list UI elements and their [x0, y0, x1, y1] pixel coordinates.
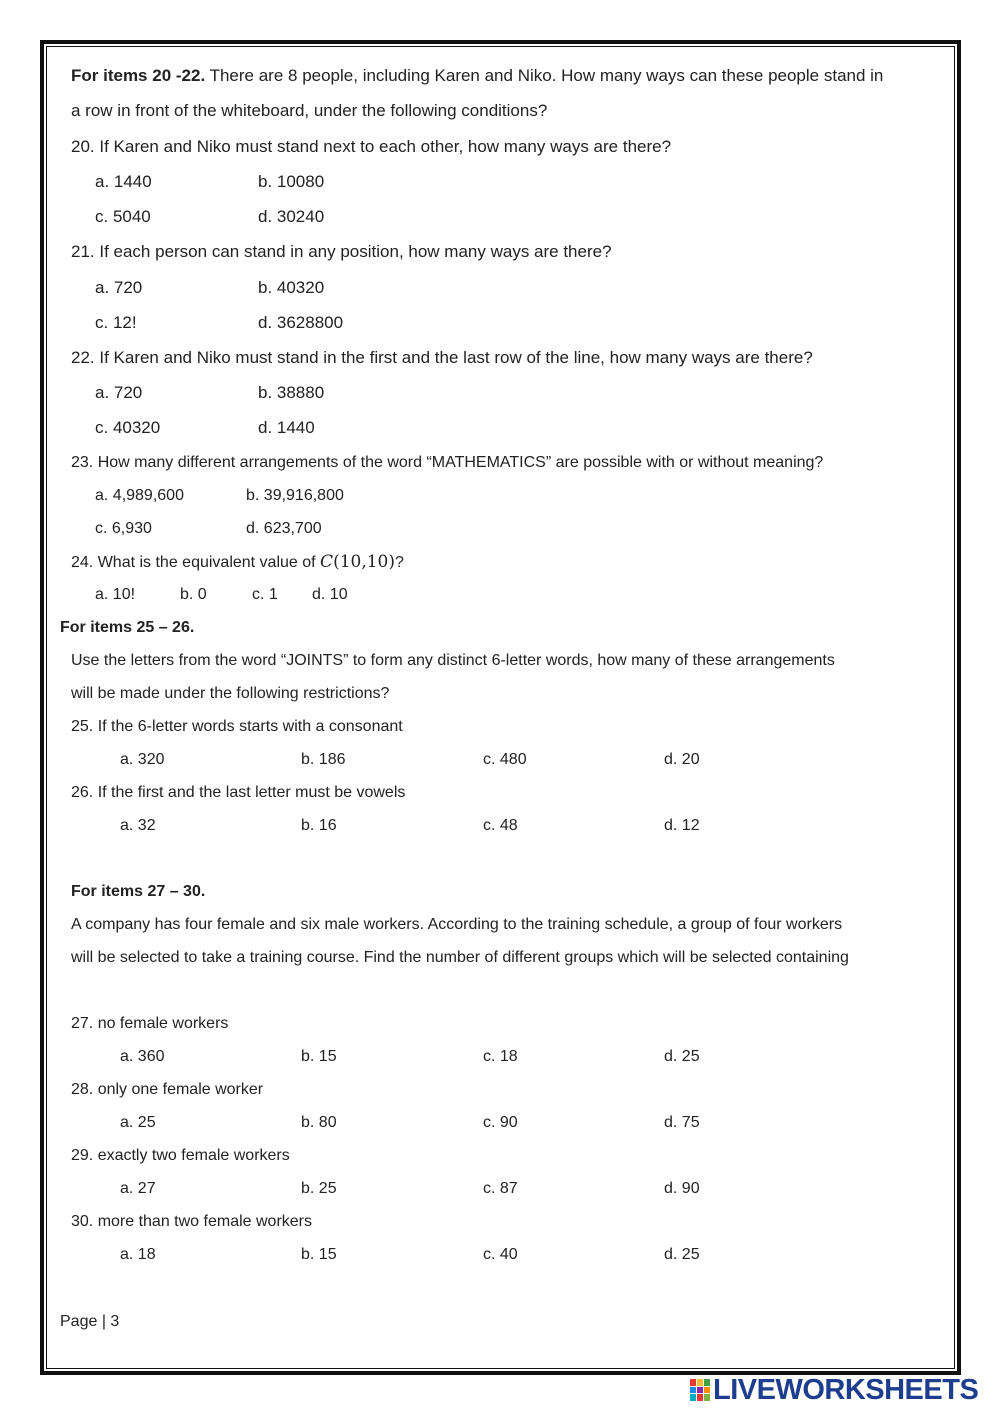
logo-mark-icon	[690, 1379, 710, 1401]
intro-27-30-label: For items 27 – 30.	[71, 883, 206, 900]
q24-option-a[interactable]: a. 10!	[95, 586, 136, 603]
question-27: 27. no female workers	[71, 1015, 229, 1032]
q25-option-c[interactable]: c. 480	[483, 751, 527, 768]
q21-option-c[interactable]: c. 12!	[95, 313, 137, 332]
q28-option-c[interactable]: c. 90	[483, 1114, 518, 1131]
intro-27-30-line2: will be selected to take a training course. Find the number of different groups which will be selected containing	[71, 949, 849, 966]
q28-option-d[interactable]: d. 75	[664, 1114, 700, 1131]
q24-expr-args: (10,10)	[333, 552, 395, 572]
q24-option-c[interactable]: c. 1	[252, 586, 278, 603]
intro-25-26-line1: Use the letters from the word “JOINTS” to form any distinct 6-letter words, how many of these arrangements	[71, 652, 835, 669]
q20-option-a[interactable]: a. 1440	[95, 172, 152, 191]
page-number: Page | 3	[60, 1313, 120, 1330]
intro-20-22-text: There are 8 people, including Karen and Niko. How many ways can these people stand in	[209, 66, 884, 85]
q22-option-a[interactable]: a. 720	[95, 383, 143, 402]
intro-20-22-label: For items 20 -22.	[71, 66, 206, 85]
q20-option-c[interactable]: c. 5040	[95, 207, 151, 226]
logo-text: LIVEWORKSHEETS	[713, 1373, 979, 1406]
q23-option-d[interactable]: d. 623,700	[246, 520, 322, 537]
question-30: 30. more than two female workers	[71, 1213, 312, 1230]
q24-expr-fn: C	[320, 552, 334, 572]
q29-option-a[interactable]: a. 27	[120, 1180, 156, 1197]
q20-option-b[interactable]: b. 10080	[258, 172, 325, 191]
q20-option-d[interactable]: d. 30240	[258, 207, 325, 226]
q28-option-b[interactable]: b. 80	[301, 1114, 337, 1131]
intro-27-30-line1: A company has four female and six male workers. According to the training schedule, a group of four workers	[71, 916, 843, 933]
q30-option-c[interactable]: c. 40	[483, 1246, 518, 1263]
q21-option-b[interactable]: b. 40320	[258, 278, 325, 297]
q22-option-b[interactable]: b. 38880	[258, 383, 325, 402]
q29-option-b[interactable]: b. 25	[301, 1180, 337, 1197]
liveworksheets-logo[interactable]	[690, 1375, 978, 1405]
q25-option-a[interactable]: a. 320	[120, 751, 165, 768]
intro-25-26-line2: will be made under the following restrictions?	[71, 685, 390, 702]
q23-option-b[interactable]: b. 39,916,800	[246, 487, 344, 504]
q24-option-b[interactable]: b. 0	[180, 586, 207, 603]
q25-option-b[interactable]: b. 186	[301, 751, 346, 768]
intro-25-26-label: For items 25 – 26.	[60, 619, 195, 636]
q21-option-d[interactable]: d. 3628800	[258, 313, 344, 332]
q24-option-d[interactable]: d. 10	[312, 586, 348, 603]
q28-option-a[interactable]: a. 25	[120, 1114, 156, 1131]
q27-option-b[interactable]: b. 15	[301, 1048, 337, 1065]
question-22: 22. If Karen and Niko must stand in the first and the last row of the line, how many ways are there?	[71, 348, 813, 367]
q26-option-d[interactable]: d. 12	[664, 817, 700, 834]
q24-suffix: ?	[395, 554, 404, 571]
q29-option-c[interactable]: c. 87	[483, 1180, 518, 1197]
q26-option-c[interactable]: c. 48	[483, 817, 518, 834]
q25-option-d[interactable]: d. 20	[664, 751, 700, 768]
question-26: 26. If the first and the last letter must be vowels	[71, 784, 406, 801]
q26-option-a[interactable]: a. 32	[120, 817, 156, 834]
intro-20-22-line1	[71, 66, 883, 86]
question-20: 20. If Karen and Niko must stand next to each other, how many ways are there?	[71, 137, 672, 156]
q27-option-a[interactable]: a. 360	[120, 1048, 165, 1065]
q30-option-b[interactable]: b. 15	[301, 1246, 337, 1263]
q24-expression	[320, 552, 395, 572]
q21-option-a[interactable]: a. 720	[95, 278, 143, 297]
q30-option-a[interactable]: a. 18	[120, 1246, 156, 1263]
question-29: 29. exactly two female workers	[71, 1147, 290, 1164]
q22-option-c[interactable]: c. 40320	[95, 418, 161, 437]
question-21: 21. If each person can stand in any position, how many ways are there?	[71, 242, 612, 261]
question-25: 25. If the 6-letter words starts with a consonant	[71, 718, 403, 735]
q27-option-c[interactable]: c. 18	[483, 1048, 518, 1065]
q29-option-d[interactable]: d. 90	[664, 1180, 700, 1197]
question-24	[71, 552, 404, 573]
intro-20-22-line2: a row in front of the whiteboard, under the following conditions?	[71, 101, 548, 120]
q27-option-d[interactable]: d. 25	[664, 1048, 700, 1065]
q30-option-d[interactable]: d. 25	[664, 1246, 700, 1263]
q22-option-d[interactable]: d. 1440	[258, 418, 315, 437]
question-28: 28. only one female worker	[71, 1081, 264, 1098]
q26-option-b[interactable]: b. 16	[301, 817, 337, 834]
question-23: 23. How many different arrangements of the word “MATHEMATICS” are possible with or without meaning?	[71, 454, 824, 471]
q24-prefix: 24. What is the equivalent value of	[71, 554, 316, 571]
q23-option-a[interactable]: a. 4,989,600	[95, 487, 184, 504]
q23-option-c[interactable]: c. 6,930	[95, 520, 152, 537]
